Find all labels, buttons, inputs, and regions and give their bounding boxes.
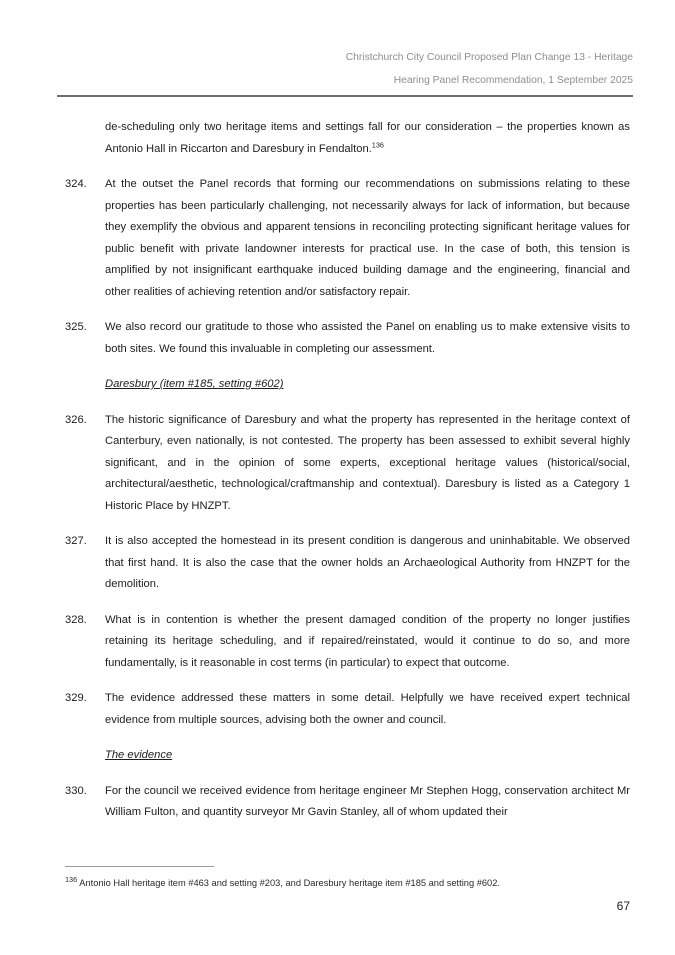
- paragraph-326: [65, 410, 630, 518]
- paragraph-330: [65, 781, 630, 824]
- footnote-divider: [65, 866, 214, 867]
- header-title: Christchurch City Council Proposed Plan Change 13 - Heritage: [345, 52, 633, 63]
- paragraph-text: de-scheduling only two heritage items and settings fall for our consideration – the properties known as Antonio Hall in Riccarton and Daresbury in Fendalton.: [105, 121, 630, 155]
- paragraph-text: We also record our gratitude to those who assisted the Panel on enabling us to make extensive visits to both sites. We found this invaluable in completing our assessment.: [105, 321, 630, 355]
- paragraph-324: [65, 174, 630, 303]
- footnote-text: Antonio Hall heritage item #463 and setting #203, and Daresbury heritage item #185 and setting #602.: [77, 878, 500, 888]
- section-heading-the-evidence: The evidence: [105, 749, 173, 761]
- paragraph-number: 324.: [65, 178, 87, 190]
- footnote-reference: 136: [371, 139, 384, 149]
- footnote-136: [65, 876, 630, 890]
- document-header: [57, 52, 633, 98]
- footnote-number: 136: [65, 874, 78, 884]
- header-subtitle: Hearing Panel Recommendation, 1 September 2025: [393, 75, 633, 86]
- paragraph-number: 326.: [65, 413, 87, 426]
- paragraph-number: 329.: [65, 692, 87, 704]
- paragraph-text: What is in contention is whether the present damaged condition of the property no longer justifies retaining its heritage scheduling, and if repaired/reinstated, would it continue to do so, and more fundamentally, is it reasonable in cost terms (in particular) to expect that outcome.: [105, 613, 630, 669]
- paragraph-325: [65, 317, 630, 360]
- paragraph-number: 330.: [65, 784, 87, 797]
- paragraph-329: [65, 688, 630, 731]
- document-body: [65, 117, 630, 838]
- section-heading-daresbury: Daresbury (item #185, setting #602): [105, 378, 284, 390]
- paragraph-text: At the outset the Panel records that forming our recommendations on submissions relating to these properties has been particularly challenging, not necessarily always for lack of information, but because they exemplify the obvious and apparent tensions in reconciling protecting significant heritage values for public benefit with private landowner interests for practical use. In the case of both, this tension is amplified by not insignificant earthquake induced building damage and the engineering, financial and other realities of achieving retention and/or satisfactory repair.: [105, 178, 630, 298]
- paragraph-number: 328.: [65, 613, 87, 626]
- paragraph-number: 327.: [65, 535, 87, 547]
- page-number: 67: [616, 899, 630, 913]
- paragraph-text: The historic significance of Daresbury and what the property has represented in the heritage context of Canterbury, even nationally, is not contested. The property has been assessed to exhibit several highly significant, and in the opinion of some experts, exceptional heritage values (historical/social, architectural/aesthetic, technological/craftmanship and contextual). Daresbury is listed as a Category 1 Historic Place by HNZPT.: [105, 413, 630, 512]
- paragraph-text: It is also accepted the homestead in its present condition is dangerous and uninhabitable. We observed that first hand. It is also the case that the owner holds an Archaeological Authority from HNZPT for the demolition.: [105, 535, 630, 590]
- paragraph-text: The evidence addressed these matters in some detail. Helpfully we have received expert technical evidence from multiple sources, advising both the owner and council.: [105, 692, 630, 726]
- paragraph-number: 325.: [65, 321, 87, 333]
- paragraph-328: [65, 610, 630, 675]
- paragraph-327: [65, 531, 630, 596]
- paragraph-text: For the council we received evidence from heritage engineer Mr Stephen Hogg, conservation architect Mr William Fulton, and quantity surveyor Mr Gavin Stanley, all of whom updated their: [105, 784, 630, 818]
- paragraph-continuation: [105, 117, 630, 160]
- header-divider: [57, 95, 633, 97]
